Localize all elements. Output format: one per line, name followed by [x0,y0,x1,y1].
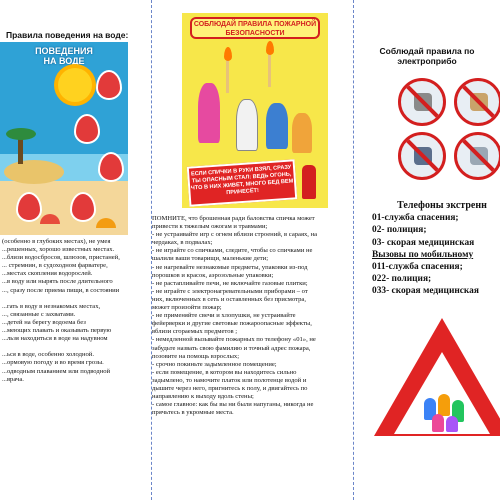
family-member-image [432,414,444,432]
prohibition-sign-icon [398,132,446,180]
phones-heading: Телефоны экстренн [397,200,487,211]
water-rules-text [2,238,148,384]
water-drop-icon [98,152,124,182]
island-image [4,160,64,184]
flame-icon [266,41,274,55]
text-line: порошков и красок, аэрозольные упаковки; [152,271,274,279]
water-drop-icon [74,114,100,144]
text-line: привести к тяжелым ожогам и травмами; [152,223,268,231]
fire-safety-poster [182,13,328,208]
phone-line: 02- полиция; [372,225,427,236]
text-line: - если помещение, в котором вы находитесь сильно [152,368,297,376]
child-image [266,103,288,149]
text-line: - немедленной вызывайте пожарных по телефону «01», не [152,336,316,344]
water-drop-icon [96,70,122,100]
electric-rules-heading [354,46,500,66]
phone-line: 011-служба спасения; [372,262,463,273]
match-icon [268,53,271,87]
water-rules-heading: Правила поведения на воде: [6,30,129,40]
text-line: дышите через него, пригнитесь к полу, и двигайтесь по [152,384,308,392]
text-line: прячьтесь в укромные места. [152,409,234,417]
text-line: ...врача. [2,375,24,383]
text-line: - не растапливайте печи, не включайте газовые плитки; [152,279,308,287]
text-line: ...в воду или нырять после длительного [2,278,113,286]
sun-icon [58,68,92,102]
fire-rules-column [152,0,352,500]
flame-icon [224,47,232,61]
water-safety-poster [0,42,128,235]
text-line: позовите на помощь взрослых; [152,352,240,360]
text-line [2,343,148,351]
water-poster-title-line1: ПОВЕДЕНИЯ [35,46,93,56]
phone-line: 01-служба спасения; [372,213,459,224]
text-line: шалили ваши товарищи, маленькие дети; [152,255,269,263]
text-line: вблизи сгораемых предметов ; [152,328,238,336]
text-line: ...ормовую погоду и во время грозы. [2,359,104,367]
family-member-image [446,416,458,432]
text-line: задымлено, то намочите платок или полотенце водой и [152,376,307,384]
text-line: ...одводным плаванием или подводной [2,367,111,375]
text-line: ... стремнин, в судоходном фарватере, [2,262,108,270]
fire-rules-text [152,215,350,417]
text-line: - самое главное: как бы вы ни были напуганы, никогда не [152,401,314,409]
text-line [2,295,148,303]
water-drop-icon [70,192,96,222]
beach-umbrella-icon [96,218,116,228]
text-line: - не играйте с электронагревательными приборами – от [152,287,308,295]
text-line: ...близи водосбросов, шлюзов, пристаней, [2,254,120,262]
water-rules-column [0,0,150,500]
text-line: забудьте назвать свою фамилию и точный адрес пожара, [152,344,311,352]
character-image [198,83,220,143]
text-line: них, включенных в сеть и оставленных без присмотра, [152,295,306,303]
water-drop-icon [16,192,42,222]
family-member-image [438,394,450,416]
electric-heading-line1: Соблюдай правила по [379,46,475,56]
emergency-phones [372,200,500,298]
text-line: ..., сразу после приема пищи, в состоянии [2,286,120,294]
text-line: - не нагревайте незнакомые предметы, упаковки из-под [152,263,308,271]
beach-umbrella-icon [40,214,60,224]
fire-extinguisher-icon [302,165,316,199]
text-line: ...решенных, хорошо известных местах. [2,246,115,254]
text-line: может произойти пожар; [152,304,222,312]
text-line: ..., связанные с захватами. [2,310,76,318]
text-line: ...льзя находиться в воде на надувном [2,335,108,343]
text-line: (особенно в глубоких местах), не умея [2,238,111,245]
mobile-phones-heading: Вызовы по мобильному [372,249,474,260]
palm-leaves-image [6,128,36,140]
text-line: - не играйте со спичками, следите, чтобы со спичками не [152,247,313,255]
text-line: ПОМНИТЕ, что брошенная ради баловства спичка может [152,215,315,222]
child-image [292,113,312,153]
text-line: ...местах скопления водорослей. [2,270,93,278]
text-line: - не устраивайте игр с огнем вблизи строений, в сараях, на [152,231,318,239]
text-line: фейерверки и другие световые пожароопасные эффекты, [152,320,312,328]
phone-line: 03- скорая медицинская [372,237,475,248]
text-line: ...гать в воду в незнакомых местах, [2,302,101,310]
fire-poster-warning: ЕСЛИ СПИЧКИ В РУКИ ВЗЯЛ, СРАЗУ ТЫ ОПАСНЫМ СТАЛ: ВЕДЬ ОГОНЬ, ЧТО В НИХ ЖИВЕТ, МНОГО БЕД ВЕМ ПРИНЕСЁТ! [187,159,298,206]
electric-rules-column [354,0,500,500]
match-icon [226,59,229,93]
text-line: чердаках, в подвалах; [152,239,213,247]
phone-line: 022- полиция; [372,274,432,285]
water-poster-title-line2: НА ВОДЕ [43,56,85,66]
text-line: ...меющих плавать и оказывать первую [2,327,112,335]
text-line: - срочно покиньте задымленное помещение; [152,360,277,368]
water-poster-title [0,46,128,66]
safety-triangle-label: БЕЗОПАСНОЕ [384,291,429,356]
prohibition-sign-icon [398,78,446,126]
phone-line: 033- скорая медицинская [372,286,479,297]
text-line: ...детей на берегу водоема без [2,318,86,326]
text-line: направлению к выходу вдоль стены; [152,393,254,401]
prohibition-sign-icon [454,78,500,126]
text-line: - не применяйте свечи и хлопушки, не устраивайте [152,312,296,320]
matchbox-character-image [236,99,258,151]
prohibition-sign-icon [454,132,500,180]
fire-poster-banner: СОБЛЮДАЙ ПРАВИЛА ПОЖАРНОЙ БЕЗОПАСНОСТИ [190,17,320,39]
electric-heading-line2: электроприбо [397,56,457,66]
text-line: ...ься в воде, особенно холодной. [2,351,94,359]
